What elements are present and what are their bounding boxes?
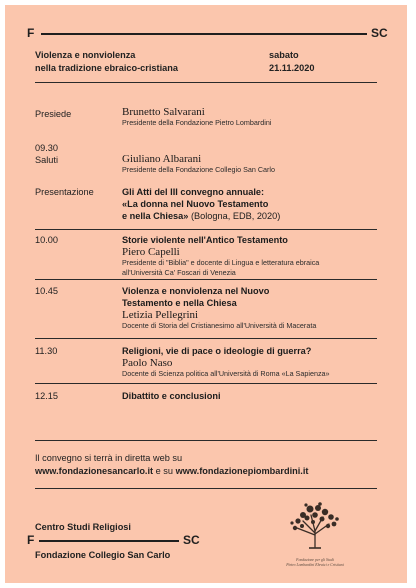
- footer-divider: [35, 488, 377, 489]
- speaker-role: Presidente della Fondazione Pietro Lombardini: [122, 118, 272, 127]
- speaker-name: Piero Capelli: [122, 246, 180, 258]
- program-divider: [35, 279, 377, 280]
- organizer-name-bottom: Fondazione Collegio San Carlo: [35, 550, 171, 560]
- program-time: Presiede: [35, 109, 72, 119]
- event-title: Violenza e nonviolenza nella tradizione ebraico-cristiana: [35, 50, 178, 73]
- program-time: 10.00: [35, 235, 58, 245]
- talk-title: Storie violente nell'Antico Testamento: [122, 235, 288, 245]
- lombardini-tree-logo: [265, 501, 365, 571]
- organizer-name-top: Centro Studi Religiosi: [35, 522, 131, 532]
- speaker-name: Paolo Naso: [122, 357, 173, 369]
- speaker-role: Presidente di "Biblia" e docente di Lingua e letteratura ebraica: [122, 258, 320, 267]
- program-item: [122, 345, 392, 379]
- notice-divider: [35, 440, 377, 441]
- talk-title: Violenza e nonviolenza nel Nuovo: [122, 286, 270, 296]
- program-divider: [35, 383, 377, 384]
- tree-icon: [265, 501, 365, 551]
- program-time: 09.30 Saluti: [35, 143, 58, 165]
- speaker-role: Docente di Storia del Cristianesimo all'Università di Macerata: [122, 321, 317, 330]
- program-item: Storie violente nell'Antico Testamento Piero Capelli Presidente di "Biblia" e docente di Lingua e letteratura ebraica all'Università Ca' Foscari di Venezia: [122, 234, 392, 277]
- talk-title: Dibattito e conclusioni: [122, 391, 221, 401]
- tree-caption: Fondazione per gli Studi Pietro Lombardini Ebraici e Cristiani: [286, 558, 344, 567]
- program-item: [122, 153, 382, 175]
- header-divider: [35, 82, 377, 83]
- program-time: 10.45: [35, 286, 58, 296]
- footer-logo-letter-f: F: [27, 533, 35, 547]
- speaker-name: Brunetto Salvarani: [122, 106, 205, 118]
- program-item: Violenza e nonviolenza nel Nuovo Testamento e nella Chiesa Letizia Pellegrini Docente di Storia del Cristianesimo all'Università di Macerata: [122, 285, 392, 331]
- link-fondazione-lombardini[interactable]: www.fondazionepiombardini.it: [175, 466, 309, 476]
- speaker-role: Presidente della Fondazione Collegio San Carlo: [122, 165, 276, 174]
- logo-letter-f: F: [27, 26, 35, 40]
- program-time: 11.30: [35, 346, 58, 356]
- logo-bar-line: [41, 33, 367, 35]
- speaker-role: Docente di Scienza politica all'Università di Roma «La Sapienza»: [122, 369, 330, 378]
- program-time: Presentazione: [35, 187, 94, 197]
- event-date: sabato 21.11.2020: [269, 50, 315, 73]
- program-divider: [35, 229, 377, 230]
- poster: [5, 5, 407, 583]
- program-item: [122, 106, 382, 128]
- footer-logo-letters-sc: SC: [183, 533, 200, 547]
- link-fondazione-sancarlo[interactable]: www.fondazionesancarlo.it: [35, 466, 154, 476]
- talk-title: Religioni, vie di pace o ideologie di guerra?: [122, 346, 312, 356]
- footer-logo-line: [39, 540, 179, 542]
- program-item: Gli Atti del III convegno annuale: «La donna nel Nuovo Testamento e nella Chiesa» (Bologna, EDB, 2020): [122, 187, 281, 221]
- logo-letters-sc: SC: [371, 26, 388, 40]
- speaker-name: Giuliano Albarani: [122, 153, 202, 165]
- program-divider: [35, 338, 377, 339]
- program-time: 12.15: [35, 391, 58, 401]
- streaming-notice: Il convegno si terrà in diretta web su www.fondazionesancarlo.it e su www.fondazionepiombardini.it: [35, 453, 309, 476]
- speaker-name: Letizia Pellegrini: [122, 309, 199, 321]
